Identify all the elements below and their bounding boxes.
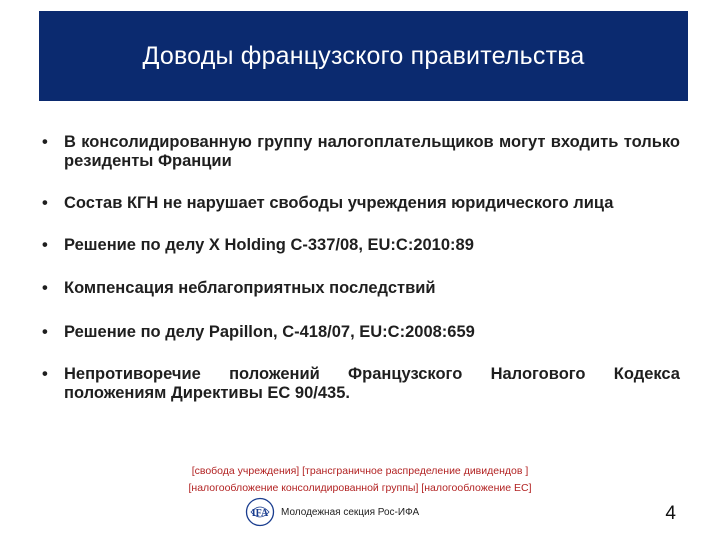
bullet-text: Решение по делу Papillon, C‑418/07, EU:C:2008:659 bbox=[64, 323, 475, 341]
logo-text: IFA bbox=[251, 508, 269, 519]
bullet-marker: • bbox=[42, 133, 48, 151]
bullet-item bbox=[40, 323, 680, 342]
bullet-text: Непротиворечие положений Французского Налогового Кодекса положениям Директивы ЕС 90/435. bbox=[64, 365, 680, 402]
bullet-marker: • bbox=[42, 323, 48, 341]
ifa-logo-icon bbox=[245, 497, 275, 527]
tags-line-2: [налогообложение консолидированной группы] [налогообложение ЕС] bbox=[188, 482, 532, 494]
bullet-item bbox=[40, 365, 680, 403]
bullet-item bbox=[40, 194, 680, 213]
slide-title: Доводы французского правительства bbox=[142, 41, 585, 70]
bullet-text: Решение по делу X Holding C‑337/08, EU:C:2010:89 bbox=[64, 236, 474, 254]
bullet-text: Компенсация неблагоприятных последствий bbox=[64, 279, 436, 297]
tags-line-1: [свобода учреждения] [трансграничное распределение дивидендов ] bbox=[191, 465, 529, 477]
keyword-tags bbox=[120, 463, 600, 497]
bullet-item bbox=[40, 133, 680, 171]
bullet-marker: • bbox=[42, 236, 48, 254]
title-bar bbox=[39, 11, 688, 101]
bullet-text: В консолидированную группу налогоплательщиков могут входить только резиденты Франции bbox=[64, 133, 680, 170]
footer-text: Молодежная секция Рос-ИФА bbox=[281, 506, 420, 518]
footer bbox=[245, 495, 419, 529]
bullet-item bbox=[40, 279, 680, 298]
bullet-list bbox=[40, 133, 680, 403]
page-number: 4 bbox=[665, 503, 676, 524]
bullet-item bbox=[40, 236, 680, 255]
bullet-marker: • bbox=[42, 365, 48, 383]
bullet-marker: • bbox=[42, 194, 48, 212]
bullet-text: Состав КГН не нарушает свободы учреждения юридического лица bbox=[64, 194, 614, 212]
bullet-marker: • bbox=[42, 279, 48, 297]
